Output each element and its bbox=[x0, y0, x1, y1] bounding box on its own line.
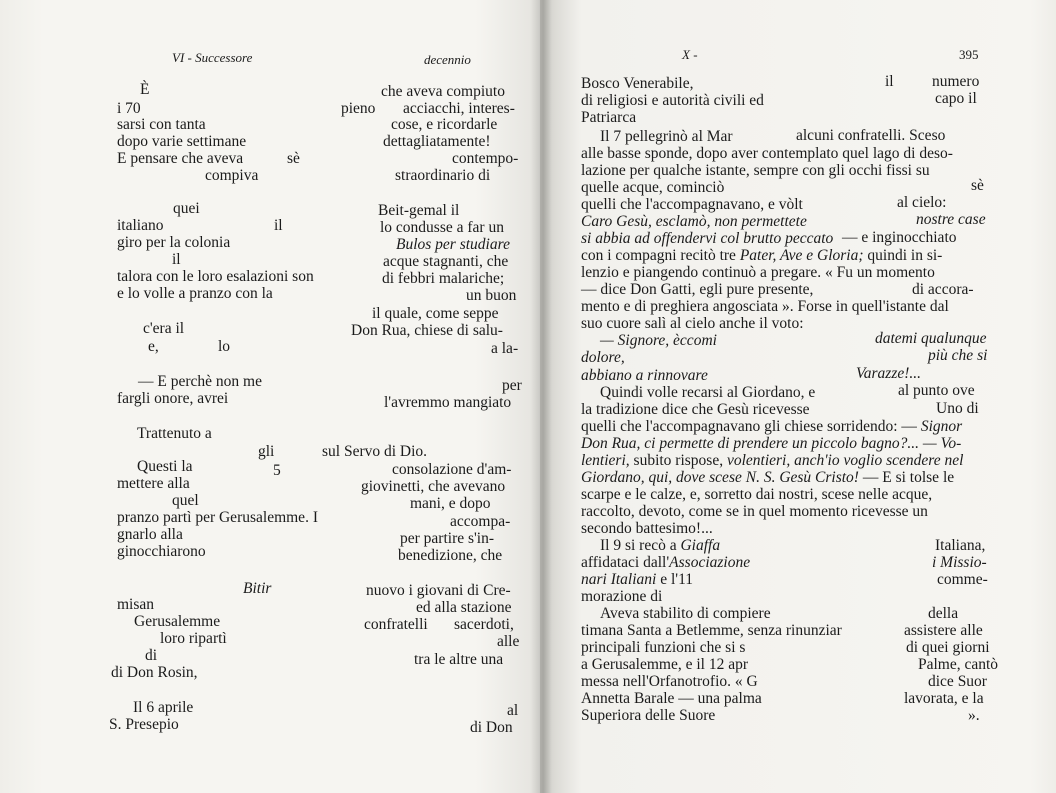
text-line: alle bbox=[497, 633, 520, 650]
text-line: datemi qualunque bbox=[875, 330, 987, 347]
text-line: di Don Rosin, bbox=[111, 664, 198, 681]
text-line: giro per la colonia bbox=[117, 234, 231, 251]
text-line: 5 bbox=[273, 462, 281, 479]
text-line: compiva bbox=[205, 167, 259, 184]
text-line: alle basse sponde, dopo aver contemplato quel lago di deso- bbox=[581, 145, 953, 162]
text-line: lazione per qualche istante, sempre con gli occhi fissi su bbox=[581, 162, 930, 179]
text-line: sacerdoti, bbox=[454, 616, 514, 633]
text-line: Uno di bbox=[936, 400, 979, 417]
text-line: a Gerusalemme, e il 12 apr bbox=[581, 656, 748, 673]
text-line: assistere alle bbox=[904, 622, 983, 639]
text-line: dopo varie settimane bbox=[117, 133, 247, 150]
text-line: dettagliatamente! bbox=[383, 133, 491, 150]
italic-run: Giaffa bbox=[680, 537, 721, 554]
text-line: loro ripartì bbox=[160, 630, 227, 647]
text-line: quelle acque, cominciò bbox=[581, 179, 725, 196]
text-run: quindi in si- bbox=[867, 247, 943, 264]
text-run: e l'11 bbox=[660, 571, 694, 588]
text-line: contempo- bbox=[452, 150, 519, 167]
text-line: italiano bbox=[117, 217, 164, 234]
text-line: suo cuore salì al cielo anche il voto: bbox=[581, 315, 804, 332]
text-line: comme- bbox=[937, 571, 988, 588]
text-line: c'era il bbox=[143, 320, 185, 337]
text-line: al cielo: bbox=[897, 194, 947, 211]
text-line: nuovo i giovani di Cre- bbox=[366, 582, 511, 599]
text-line: Aveva stabilito di compiere bbox=[600, 605, 771, 622]
text-line: raccolto, devoto, come se in quel momento ricevesse un bbox=[581, 503, 928, 520]
text-line: giovinetti, che avevano bbox=[361, 478, 506, 495]
text-run: quelli che l'accompagnavano gli chiese sorridendo: — bbox=[581, 418, 917, 435]
text-line: benedizione, che bbox=[398, 547, 503, 564]
text-line: di quei giorni bbox=[906, 639, 990, 656]
text-line: più che si bbox=[928, 347, 988, 364]
text-run: — E si tolse le bbox=[862, 469, 955, 486]
text-line: mani, e dopo bbox=[410, 495, 491, 512]
italic-run: volentieri, anch'io voglio scendere nel bbox=[726, 452, 964, 469]
italic-run: Pater, Ave e Gloria; bbox=[739, 247, 864, 264]
text-line: Trattenuto a bbox=[137, 425, 212, 442]
text-line: e lo volle a pranzo con la bbox=[117, 285, 273, 302]
text-line: Beit-gemal il bbox=[378, 202, 460, 219]
text-line: di febbri malariche; bbox=[382, 270, 505, 287]
text-line: quel bbox=[172, 492, 199, 509]
right-page bbox=[540, 0, 1056, 793]
running-head-left: VI - Successore bbox=[172, 50, 253, 65]
text-line: la tradizione dice che Gesù ricevesse bbox=[581, 401, 810, 418]
text-line: E pensare che aveva bbox=[117, 150, 244, 167]
text-line: messa nell'Orfanotrofio. « G bbox=[581, 673, 758, 690]
text-line: mettere alla bbox=[117, 475, 190, 492]
text-line bbox=[581, 418, 962, 436]
text-line: ». bbox=[968, 707, 980, 724]
text-line: capo il bbox=[935, 90, 977, 107]
text-line: talora con le loro esalazioni son bbox=[117, 268, 314, 285]
text-line: abbiano a rinnovare bbox=[581, 367, 708, 384]
text-line: i Missio- bbox=[932, 554, 987, 571]
text-line: Bosco Venerabile, bbox=[581, 75, 694, 92]
text-line: il bbox=[274, 217, 283, 234]
running-head: X - bbox=[682, 47, 698, 62]
text-line: mento e di preghiera angosciata ». Forse in quell'istante dal bbox=[581, 298, 949, 315]
text-line: sè bbox=[287, 150, 300, 167]
text-line bbox=[243, 580, 271, 598]
text-line: a la- bbox=[491, 340, 519, 357]
text-line: misan bbox=[117, 596, 155, 613]
text-line: accompa- bbox=[450, 513, 511, 530]
text-line: sul Servo di Dio. bbox=[322, 443, 428, 460]
text-run: affidataci dall' bbox=[581, 554, 670, 571]
text-line: dice Suor bbox=[928, 673, 987, 690]
italic-run: Giordano, qui, dove scese N. S. Gesù Cristo! bbox=[581, 469, 859, 486]
text-line: di bbox=[145, 647, 158, 664]
text-line: quelli che l'accompagnavano, e vòlt bbox=[581, 196, 803, 213]
text-line: Don Rua, ci permette di prendere un piccolo bagno?... — Vo- bbox=[581, 435, 962, 452]
text-line: ginocchiarono bbox=[117, 543, 206, 560]
text-line: Il 6 aprile bbox=[133, 699, 194, 716]
text-line: timana Santa a Betlemme, senza rinunziar bbox=[581, 622, 842, 639]
italic-run: Signor bbox=[920, 418, 963, 435]
text-line: lenzio e piangendo continuò a pregare. « Fu un momento bbox=[581, 264, 935, 281]
text-line: al punto ove bbox=[898, 382, 975, 399]
text-line: acque stagnanti, che bbox=[383, 253, 509, 270]
text-line: i 70 bbox=[117, 100, 141, 117]
text-line: il bbox=[172, 251, 181, 268]
text-line: per partire s'in- bbox=[400, 530, 495, 547]
text-line: S. Presepio bbox=[109, 716, 179, 733]
text-line: quei bbox=[173, 200, 200, 217]
text-line bbox=[581, 571, 693, 589]
text-line bbox=[581, 469, 954, 487]
text-line: È bbox=[140, 81, 150, 98]
text-line: al bbox=[507, 702, 519, 719]
text-line bbox=[581, 452, 963, 470]
text-line: Quindi volle recarsi al Giordano, e bbox=[600, 384, 816, 401]
text-line: che aveva compiuto bbox=[381, 83, 505, 100]
text-line: secondo battesimo!... bbox=[581, 520, 713, 537]
text-line: fargli onore, avrei bbox=[117, 390, 229, 407]
text-line: sè bbox=[971, 177, 984, 194]
text-line bbox=[396, 236, 510, 254]
text-line: Palme, cantò bbox=[918, 656, 999, 673]
text-line: il quale, come seppe bbox=[372, 305, 499, 322]
text-line: nostre case bbox=[916, 211, 986, 228]
text-line: gnarlo alla bbox=[117, 526, 183, 543]
italic-word: Bulos per studiare bbox=[396, 236, 510, 253]
text-line bbox=[581, 247, 942, 265]
text-line: si abbia ad offendervi col brutto peccato bbox=[581, 230, 834, 247]
text-line: pranzo partì per Gerusalemme. I bbox=[117, 509, 318, 526]
text-line: straordinario di bbox=[395, 167, 491, 184]
text-line: di religiosi e autorità civili ed bbox=[581, 92, 764, 109]
text-line: confratelli bbox=[364, 616, 428, 633]
italic-run: nari Italiani bbox=[581, 571, 657, 588]
text-line: un buon bbox=[466, 287, 517, 304]
text-line: l'avremmo mangiato bbox=[384, 394, 512, 411]
text-line: lavorata, e la bbox=[904, 690, 984, 707]
text-line: cose, e ricordarle bbox=[391, 116, 498, 133]
text-run: con i compagni recitò tre bbox=[581, 247, 736, 264]
text-line: scarpe e le calze, e, sorretto dai nostri, scese nelle acque, bbox=[581, 486, 933, 503]
text-line: dolore, bbox=[581, 349, 625, 366]
text-line: — Signore, èccomi bbox=[600, 332, 717, 349]
text-line: morazione di bbox=[581, 588, 663, 605]
text-line: — e inginocchiato bbox=[842, 229, 957, 246]
text-line: della bbox=[928, 605, 959, 622]
text-line: di Don bbox=[470, 719, 513, 736]
italic-run: lentieri, bbox=[581, 452, 630, 469]
page-number: 395 bbox=[959, 47, 979, 62]
text-line: Caro Gesù, esclamò, non permettete bbox=[581, 213, 807, 230]
text-line: tra le altre una bbox=[414, 651, 504, 668]
text-line: per bbox=[502, 377, 522, 394]
text-line: alcuni confratelli. Sceso bbox=[796, 127, 946, 144]
text-line: e, bbox=[148, 338, 159, 355]
text-line: gli bbox=[258, 443, 275, 460]
text-line: lo bbox=[218, 338, 231, 355]
running-head-right-part: decennio bbox=[424, 52, 471, 67]
text-line: Don Rua, chiese di salu- bbox=[351, 322, 503, 339]
text-line: lo condusse a far un bbox=[380, 219, 504, 236]
text-line: — dice Don Gatti, egli pure presente, bbox=[581, 281, 814, 298]
text-line: — E perchè non me bbox=[138, 373, 262, 390]
text-line: Il 7 pellegrinò al Mar bbox=[600, 128, 733, 145]
text-line: numero bbox=[932, 73, 980, 90]
text-line: ed alla stazione bbox=[416, 599, 512, 616]
text-line: acciacchi, interes- bbox=[403, 100, 515, 117]
italic-run: Associazione bbox=[669, 554, 751, 571]
text-line: Annetta Barale — una palma bbox=[581, 690, 762, 707]
text-line: di accora- bbox=[912, 281, 974, 298]
book-gutter-shadow bbox=[530, 0, 552, 793]
text-line: Italiana, bbox=[935, 537, 986, 554]
text-line: pieno bbox=[341, 100, 376, 117]
text-line: Patriarca bbox=[581, 109, 637, 126]
text-line: consolazione d'am- bbox=[392, 461, 512, 478]
text-line bbox=[581, 554, 750, 572]
text-line: principali funzioni che si s bbox=[581, 639, 746, 656]
text-line: sarsi con tanta bbox=[117, 116, 206, 133]
text-line: il bbox=[885, 73, 894, 90]
text-run: Il 9 si recò a bbox=[600, 537, 677, 554]
italic-word: Bitir bbox=[243, 580, 272, 597]
text-line bbox=[600, 537, 720, 555]
text-line: Superiora delle Suore bbox=[581, 707, 716, 724]
text-line: Questi la bbox=[137, 458, 193, 475]
text-line: Gerusalemme bbox=[134, 613, 221, 630]
text-line: Varazze!... bbox=[856, 365, 922, 382]
text-run: subito rispose, bbox=[633, 452, 724, 469]
